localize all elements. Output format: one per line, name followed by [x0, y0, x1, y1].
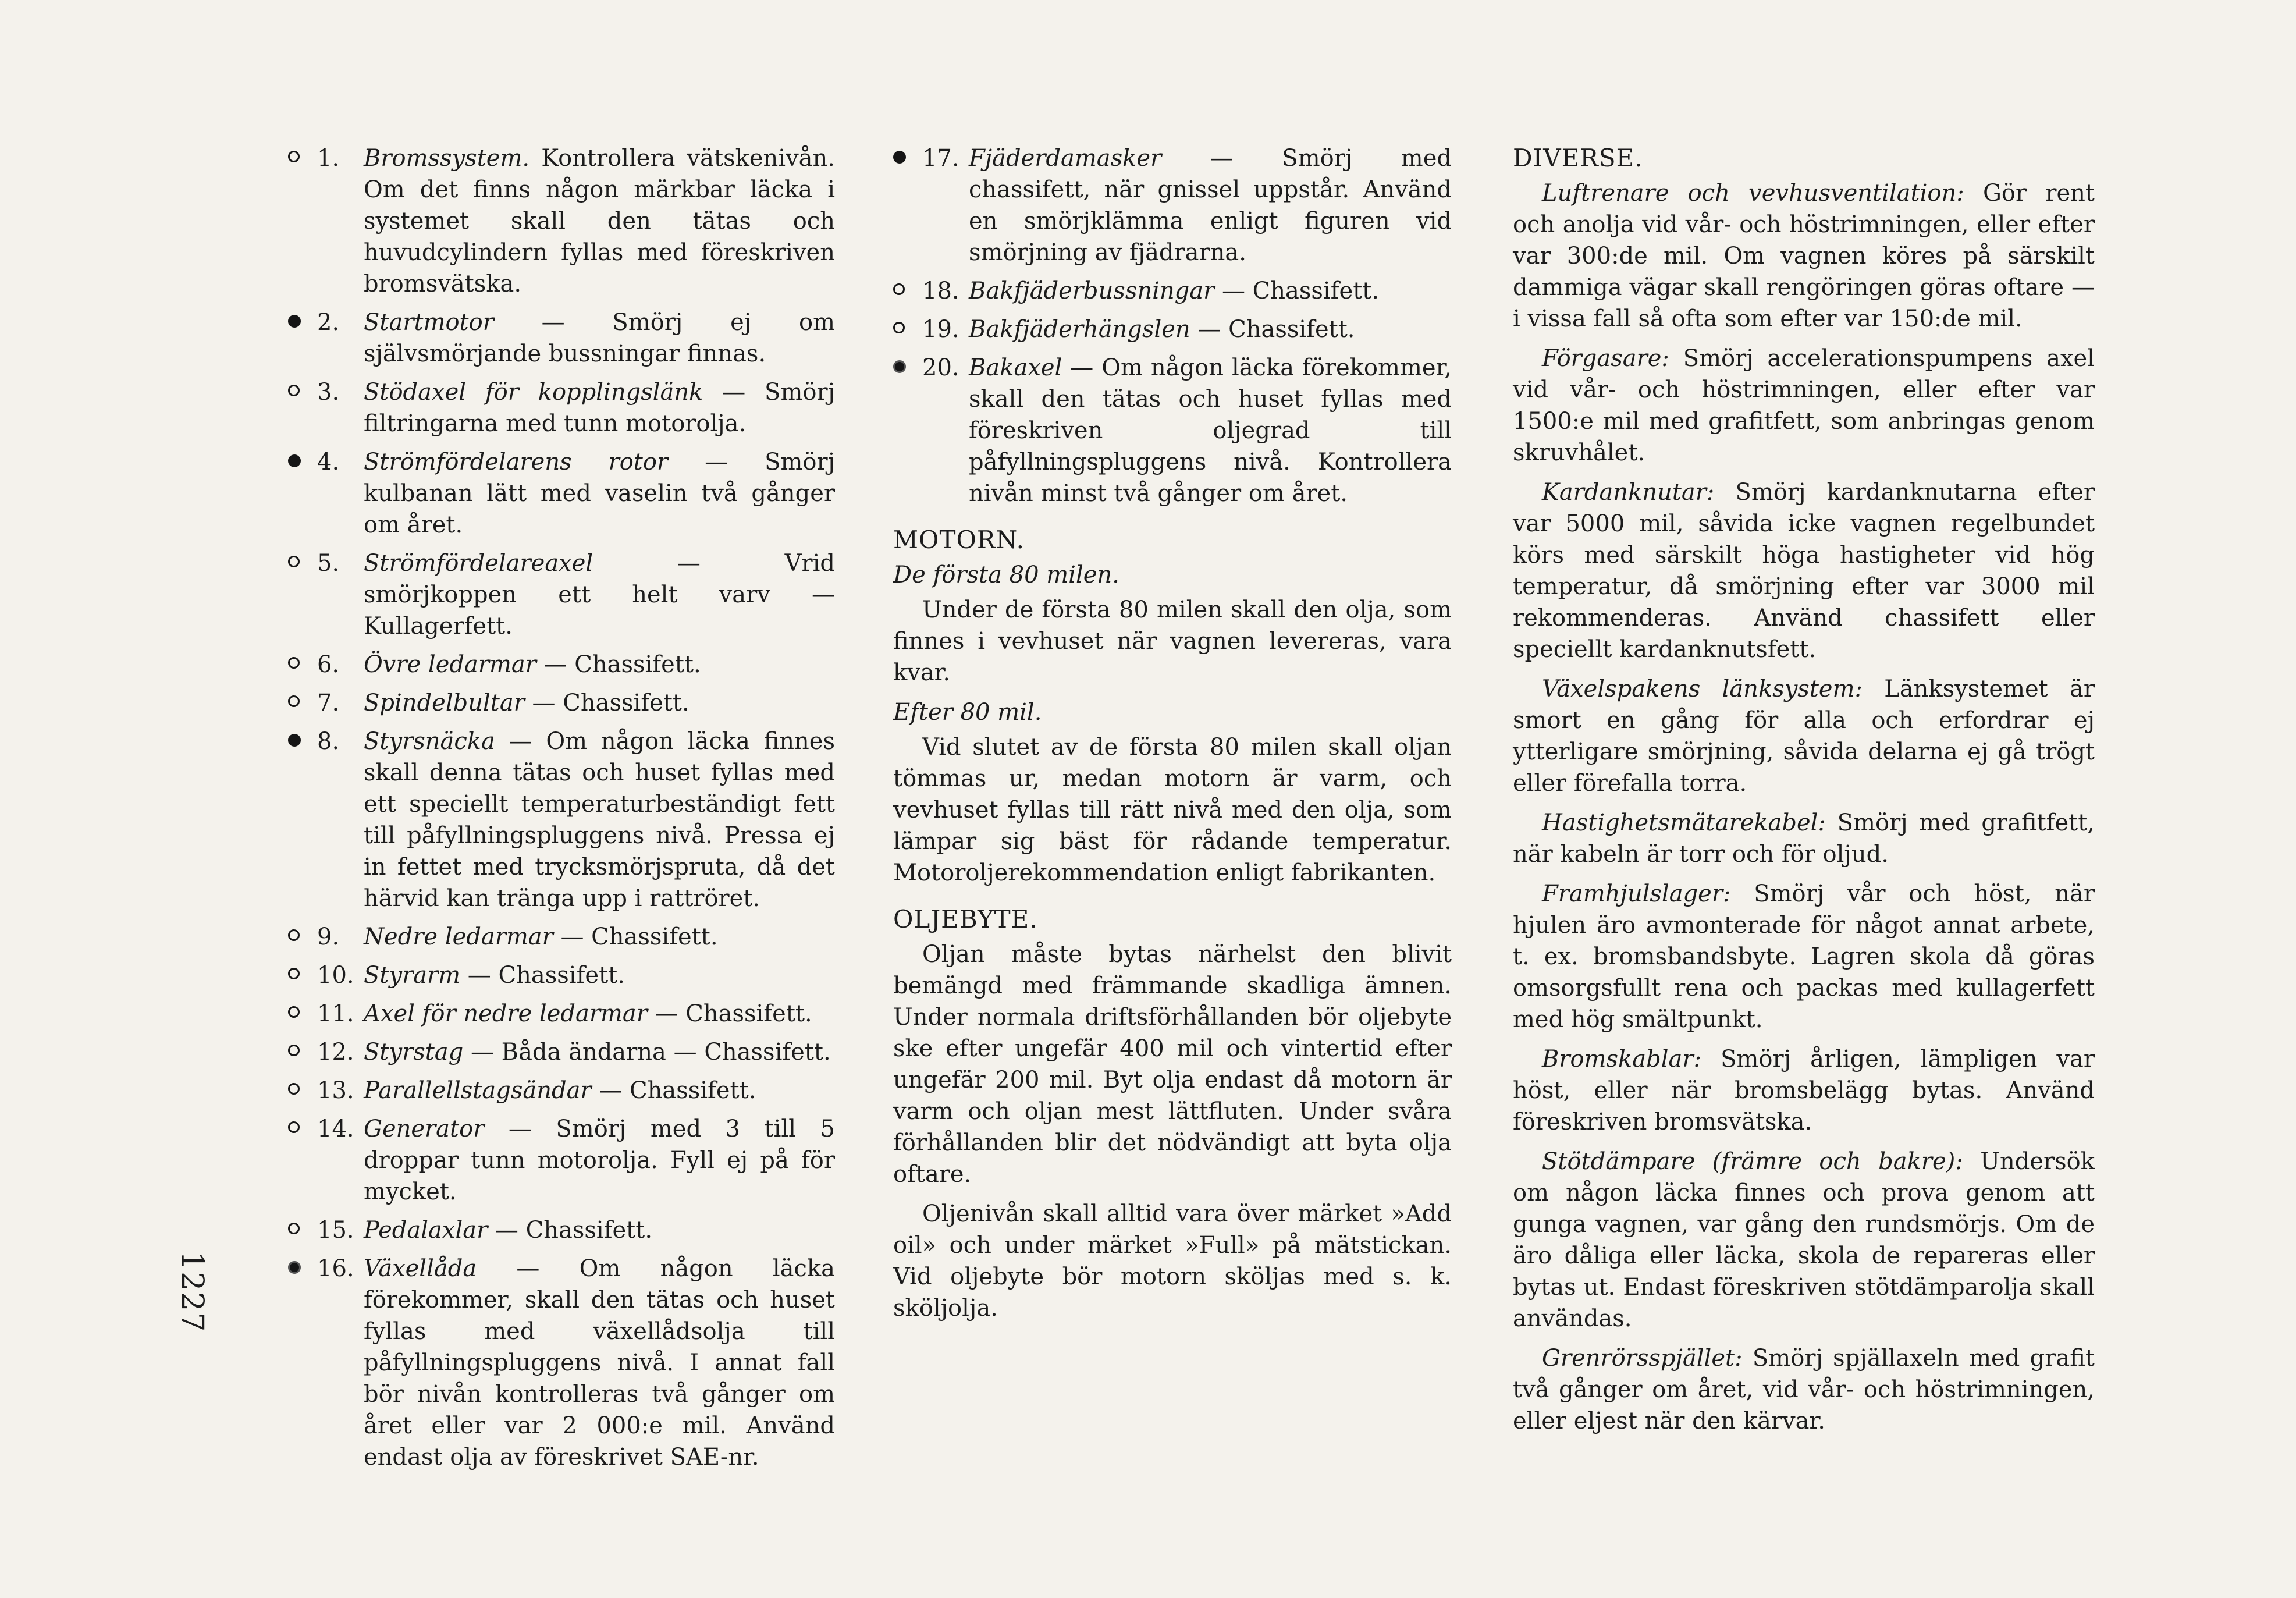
item-term: Parallellstagsändar — [364, 1077, 592, 1104]
paragraph-text: Länksystemet är smort en gång för alla och erfordrar ej ytterligare smörjning, såvida delarna ej gå trögt eller förefalla torra. — [1513, 676, 2095, 797]
item-description: — Vrid smörjkoppen ett helt varv — Kullagerfett. — [364, 550, 835, 640]
section-oljebyte — [893, 904, 1452, 1324]
item-term: Styrsnäcka — [364, 728, 495, 755]
item-description: — Chassifett. — [536, 651, 701, 678]
bullet-marker — [288, 1113, 317, 1208]
list-item — [288, 1215, 835, 1246]
item-term: Bakfjäderbussningar — [969, 278, 1215, 304]
item-number: 14. — [317, 1116, 354, 1142]
paragraph-term: Kardanknutar: — [1542, 479, 1715, 506]
item-number: 12. — [317, 1039, 354, 1066]
item-number: 3. — [317, 379, 340, 406]
item-description: — Chassifett. — [553, 924, 718, 950]
item-text — [969, 314, 1452, 345]
item-term: Nedre ledarmar — [364, 924, 553, 950]
paragraph-text: Smörj spjällaxeln med grafit två gånger om året, vid vår- och höstrimningen, eller eljest när den kärvar. — [1513, 1345, 2095, 1434]
bullet-marker — [288, 649, 317, 680]
item-text — [364, 1113, 835, 1208]
item-text — [969, 143, 1452, 268]
open-circle-icon — [893, 322, 905, 333]
paragraph-text: Smörj kardanknutarna efter var 5000 mil, såvida icke vagnen regelbundet körs med särskilt höga hastigheter vid hög temperatur, då smörjning efter var 3000 mil rekommenderas. Använd chassifett eller speciellt kardanknutsfett. — [1513, 479, 2095, 663]
lubrication-list-column-2 — [893, 143, 1452, 509]
list-item — [288, 377, 835, 439]
item-text — [364, 960, 835, 991]
list-item — [288, 649, 835, 680]
item-text — [364, 548, 835, 642]
open-circle-icon — [893, 283, 905, 295]
filled-circle-icon — [893, 151, 906, 164]
paragraph-term: Framhjulslager: — [1542, 880, 1731, 907]
item-term: Strömfördelarens rotor — [364, 449, 669, 475]
paragraph — [1513, 878, 2095, 1035]
item-number: 20. — [922, 354, 959, 381]
open-circle-icon — [288, 1083, 300, 1095]
paragraph-term: Förgasare: — [1542, 345, 1669, 372]
list-item — [893, 352, 1452, 509]
paragraph-term: Stötdämpare (främre och bakre): — [1542, 1148, 1963, 1175]
item-term: Bakaxel — [969, 354, 1062, 381]
subheading-first-80: De första 80 milen. — [893, 562, 1119, 588]
item-number: 16. — [317, 1255, 354, 1282]
item-text — [969, 352, 1452, 509]
lubrication-list-column-1 — [288, 143, 835, 1480]
item-number: 6. — [317, 651, 340, 678]
bullet-marker — [288, 1036, 317, 1068]
item-text — [364, 307, 835, 370]
list-item — [893, 143, 1452, 268]
item-number: 7. — [317, 690, 340, 716]
bullet-marker — [288, 1075, 317, 1106]
list-item — [288, 726, 835, 914]
item-term: Bromssystem. — [364, 145, 530, 172]
paragraph-term: Hastighetsmätarekabel: — [1542, 809, 1826, 836]
item-description: — Chassifett. — [1190, 316, 1355, 343]
item-term: Generator — [364, 1116, 485, 1142]
item-term: Strömfördelareaxel — [364, 550, 593, 577]
open-circle-icon — [288, 385, 300, 396]
item-text — [364, 1075, 835, 1106]
paragraph — [1513, 807, 2095, 870]
list-item — [288, 307, 835, 370]
item-description: — Chassifett. — [1214, 278, 1380, 304]
bullet-marker — [893, 143, 922, 268]
paragraph: Oljan måste bytas närhelst den blivit bemängd med främmande skadliga ämnen. Under normala driftsförhållanden bör oljebyte ske efter ungefär 400 mil och vintertid efter ungefär 200 mil. Byt olja endast då motorn är varm och oljan mest lättfluten. Under svåra förhållanden blir det nödvändigt att byta olja oftare. — [893, 941, 1452, 1188]
item-term: Startmotor — [364, 309, 494, 336]
list-item — [288, 1113, 835, 1208]
paragraph — [1513, 177, 2095, 335]
open-circle-icon — [288, 657, 300, 669]
paragraph — [1513, 477, 2095, 665]
list-item — [288, 998, 835, 1029]
item-term: Spindelbultar — [364, 690, 525, 716]
item-description: Kontrollera vätskenivån. Om det finns någon märkbar läcka i systemet skall den tätas och huvudcylindern fyllas med föreskriven bromsvätska. — [364, 145, 835, 297]
item-text — [364, 1253, 835, 1473]
open-circle-icon — [288, 151, 300, 162]
item-term: Växellåda — [364, 1255, 477, 1282]
paragraph — [1513, 673, 2095, 799]
open-circle-icon — [288, 1045, 300, 1056]
list-item — [288, 960, 835, 991]
item-description: — Chassifett. — [647, 1000, 812, 1027]
paragraph: Under de första 80 milen skall den olja, som finnes i vevhuset när vagnen levereras, vara kvar. — [893, 596, 1452, 686]
item-description: — Chassifett. — [488, 1217, 653, 1244]
filled-circle-icon — [288, 454, 301, 467]
paragraph: Vid slutet av de första 80 milen skall oljan tömmas ur, medan motorn är varm, och vevhuset fyllas till rätt nivå med den olja, som lämpar sig bäst för rådande temperatur. Motoroljerekommendation enligt fabrikanten. — [893, 734, 1452, 886]
paragraph: Oljenivån skall alltid vara över märket »Add oil» och under märket »Full» på mätstickan. Vid oljebyte bör motorn sköljas med s. k. sköljolja. — [893, 1201, 1452, 1322]
item-text — [364, 649, 835, 680]
item-text — [364, 726, 835, 914]
item-term: Övre ledarmar — [364, 651, 536, 678]
bullet-marker — [288, 1215, 317, 1246]
bullet-marker — [893, 314, 922, 345]
item-description: — Smörj med 3 till 5 droppar tunn motorolja. Fyll ej på för mycket. — [364, 1116, 835, 1205]
item-term: Pedalaxlar — [364, 1217, 488, 1244]
bullet-marker — [288, 446, 317, 541]
item-description: — Chassifett. — [591, 1077, 756, 1104]
open-circle-icon — [288, 1223, 300, 1234]
paragraph-text: Smörj accelerationspumpens axel vid vår- och höstrimningen, eller efter var 1500:e mil med grafitfett, som anbringas genom skruvhålet. — [1513, 345, 2095, 466]
item-term: Styrarm — [364, 962, 461, 989]
item-number: 5. — [317, 550, 340, 577]
item-number: 15. — [317, 1217, 354, 1244]
list-item — [288, 1253, 835, 1473]
item-number: 4. — [317, 449, 340, 475]
item-description: — Smörj ej om självsmörjande bussningar finnas. — [364, 309, 835, 367]
section-heading-diverse: DIVERSE. — [1513, 144, 1643, 172]
paragraph-text: Smörj med grafitfett, när kabeln är torr och för oljud. — [1513, 809, 2095, 868]
item-number: 18. — [922, 278, 959, 304]
bullet-marker — [288, 998, 317, 1029]
item-description: — Chassifett. — [460, 962, 625, 989]
bullet-marker — [288, 377, 317, 439]
item-text — [364, 1036, 835, 1068]
page-number: 1227 — [175, 1251, 209, 1333]
item-description: — Om någon läcka förekommer, skall den tätas och huset fyllas med föreskriven oljegrad till påfyllningspluggens nivå. Kontrollera nivån minst två gånger om året. — [969, 354, 1452, 507]
item-number: 19. — [922, 316, 959, 343]
item-description: — Chassifett. — [524, 690, 689, 716]
item-text — [364, 446, 835, 541]
bullet-marker — [288, 687, 317, 719]
filled-circle-icon — [288, 734, 301, 747]
item-text — [364, 998, 835, 1029]
list-item — [288, 687, 835, 719]
bullet-marker — [288, 921, 317, 953]
item-term: Styrstag — [364, 1039, 464, 1066]
mixed-circle-icon — [893, 360, 906, 373]
item-number: 2. — [317, 309, 340, 336]
item-number: 1. — [317, 145, 340, 172]
list-item — [288, 446, 835, 541]
list-item — [288, 548, 835, 642]
item-text — [364, 687, 835, 719]
paragraph-text: Gör rent och anolja vid vår- och höstrimningen, eller efter var 300:de mil. Om vagnen köres på särskilt dammiga vägar skall rengöringen göras oftare — i vissa fall så ofta som efter var 150:de mil. — [1513, 180, 2095, 332]
item-number: 11. — [317, 1000, 354, 1027]
paragraph-text: Smörj vår och höst, när hjulen äro avmonterade för något annat arbete, t. ex. bromsbandsbyte. Lagren skola då göras omsorgsfullt rena och packas med kullagerfett med hög smältpunkt. — [1513, 880, 2095, 1033]
open-circle-icon — [288, 556, 300, 567]
bullet-marker — [288, 1253, 317, 1473]
bullet-marker — [288, 548, 317, 642]
list-item — [893, 314, 1452, 345]
column-3 — [1513, 143, 2095, 1445]
paragraph — [1513, 1343, 2095, 1437]
bullet-marker — [893, 352, 922, 509]
paragraph — [1513, 343, 2095, 468]
list-item — [288, 921, 835, 953]
paragraph — [1513, 1146, 2095, 1334]
section-heading-motorn: MOTORN. — [893, 525, 1025, 554]
paragraph — [1513, 1043, 2095, 1138]
item-description: — Smörj kulbanan lätt med vaselin två gånger om året. — [364, 449, 836, 538]
list-item — [288, 1075, 835, 1106]
item-term: Fjäderdamasker — [969, 145, 1162, 172]
bullet-marker — [288, 726, 317, 914]
open-circle-icon — [288, 695, 300, 707]
list-item — [288, 143, 835, 300]
open-circle-icon — [288, 1121, 300, 1133]
item-description: — Smörj filtringarna med tunn motorolja. — [364, 379, 835, 437]
list-item — [893, 275, 1452, 307]
paragraph-text: Smörj årligen, lämpligen var höst, eller när bromsbelägg bytas. Använd föreskriven bromsvätska. — [1513, 1046, 2095, 1135]
section-heading-oljebyte: OLJEBYTE. — [893, 905, 1038, 933]
bullet-marker — [288, 960, 317, 991]
section-motorn — [893, 524, 1452, 889]
item-term: Axel för nedre ledarmar — [364, 1000, 648, 1027]
bullet-marker — [288, 307, 317, 370]
item-text — [364, 143, 835, 300]
item-description: — Om någon läcka finnes skall denna tätas och huset fyllas med ett speciellt temperaturbeständigt fett till påfyllningspluggens nivå. Pressa ej in fettet med trycksmörjspruta, då det härvid kan tränga upp i rattröret. — [364, 728, 835, 912]
paragraph-term: Bromskablar: — [1542, 1046, 1701, 1073]
subheading-after-80: Efter 80 mil. — [893, 699, 1042, 726]
column-2 — [893, 143, 1452, 1332]
item-description: — Smörj med chassifett, när gnissel uppstår. Använd en smörjklämma enligt figuren vid smörjning av fjädrarna. — [969, 145, 1452, 266]
bullet-marker — [288, 143, 317, 300]
item-number: 8. — [317, 728, 340, 755]
paragraph-term: Grenrörsspjället: — [1542, 1345, 1743, 1372]
item-number: 13. — [317, 1077, 354, 1104]
item-number: 17. — [922, 145, 959, 172]
item-text — [364, 921, 835, 953]
item-description: — Om någon läcka förekommer, skall den tätas och huset fyllas med växellådsolja till påfyllningspluggens nivå. I annat fall bör nivån kontrolleras två gånger om året eller var 2 000:e mil. Använd endast olja av föreskrivet SAE-nr. — [364, 1255, 835, 1471]
item-number: 9. — [317, 924, 340, 950]
item-term: Bakfjäderhängslen — [969, 316, 1190, 343]
open-circle-icon — [288, 1006, 300, 1018]
open-circle-icon — [288, 968, 300, 979]
item-text — [364, 377, 835, 439]
paragraph-text: Undersök om någon läcka finnes och prova genom att gunga vagnen, var gång den rundsmörjs. Om de äro dåliga eller läcka, skola de repareras eller bytas ut. Endast föreskriven stötdämparolja skall användas. — [1513, 1148, 2095, 1332]
paragraph-term: Luftrenare och vevhusventilation: — [1542, 180, 1964, 207]
filled-circle-icon — [288, 315, 301, 328]
open-circle-icon — [288, 929, 300, 941]
item-term: Stödaxel för kopplingslänk — [364, 379, 703, 406]
item-text — [969, 275, 1452, 307]
list-item — [288, 1036, 835, 1068]
item-text — [364, 1215, 835, 1246]
paragraph-term: Växelspakens länksystem: — [1542, 676, 1863, 702]
item-number: 10. — [317, 962, 354, 989]
mixed-circle-icon — [288, 1261, 301, 1274]
diverse-paragraphs — [1513, 177, 2095, 1437]
item-description: — Båda ändarna — Chassifett. — [463, 1039, 831, 1066]
bullet-marker — [893, 275, 922, 307]
